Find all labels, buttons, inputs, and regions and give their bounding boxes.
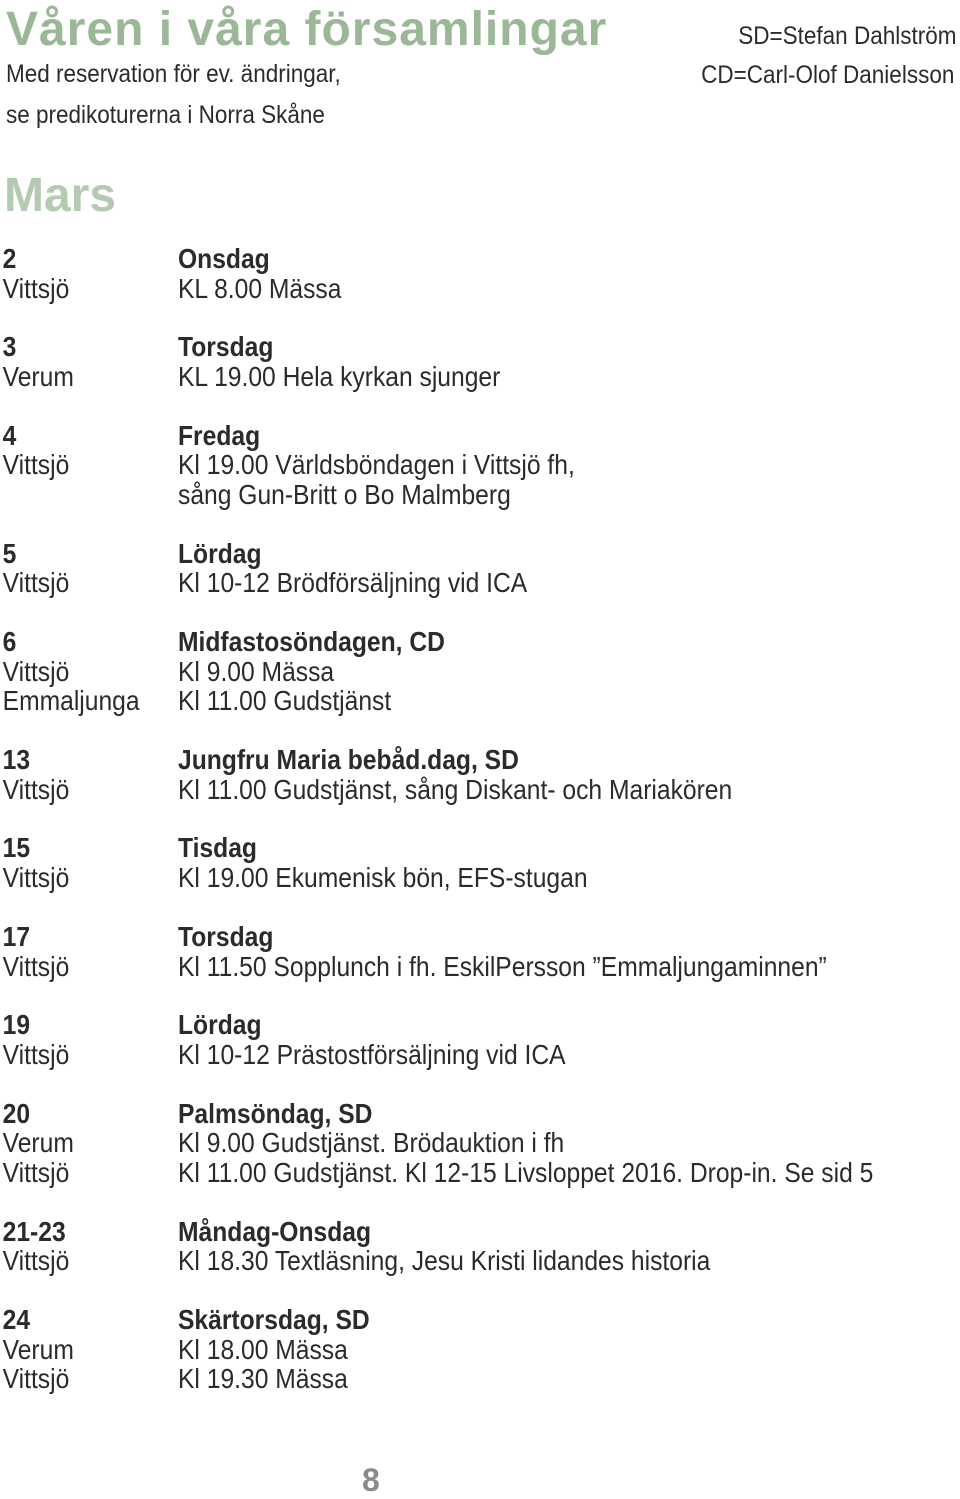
event-place: Verum [2,360,74,392]
event-item [0,244,960,303]
event-item [0,539,960,598]
event-date: 13 [2,744,31,776]
event-item [0,1217,960,1276]
event-place: Emmaljunga [2,685,140,717]
event-item [0,1010,960,1069]
event-item [0,1305,960,1394]
event-place: Vittsjö [2,567,70,599]
event-line [0,1365,960,1395]
event-line [0,1247,960,1277]
event-line [0,863,960,893]
event-place: Vittsjö [2,449,70,481]
event-detail: Kl 10-12 Brödförsäljning vid ICA [178,567,528,599]
event-day: Onsdag [178,242,270,274]
event-detail: Kl 19.00 Världsböndagen i Vittsjö fh, [178,449,575,481]
event-item [0,332,960,391]
event-detail: sång Gun-Britt o Bo Malmberg [178,478,511,510]
event-item [0,834,960,893]
event-date: 3 [2,331,17,363]
page-title: Våren i våra församlingar [6,3,608,56]
event-place: Vittsjö [2,950,70,982]
event-date: 17 [2,920,31,952]
event-detail: Kl 9.00 Mässa [178,655,335,687]
event-item [0,922,960,981]
event-line [0,450,960,480]
event-header [0,1305,960,1335]
legend-cd: CD=Carl-Olof Danielsson [700,61,954,89]
event-place: Verum [2,1333,74,1365]
event-place: Vittsjö [2,862,70,894]
event-day: Måndag-Onsdag [178,1215,372,1247]
event-header [0,922,960,952]
event-header [0,421,960,451]
event-item [0,627,960,716]
event-line [0,1335,960,1365]
event-place: Vittsjö [2,1245,70,1277]
event-day: Torsdag [178,331,274,363]
event-header [0,627,960,657]
event-detail: Kl 18.30 Textläsning, Jesu Kristi lidandes historia [178,1245,711,1277]
event-detail: Kl 9.00 Gudstjänst. Brödauktion i fh [178,1127,565,1159]
event-date: 6 [2,626,17,658]
event-detail: KL 8.00 Mässa [178,272,342,304]
event-date: 20 [2,1097,31,1129]
event-date: 4 [2,419,17,451]
event-detail: Kl 11.00 Gudstjänst, sång Diskant- och Mariakören [178,773,733,805]
event-header [0,1099,960,1129]
event-date: 21-23 [2,1215,66,1247]
event-item [0,1099,960,1188]
event-place: Vittsjö [2,655,70,687]
event-line [0,480,960,510]
event-day: Lördag [178,537,262,569]
event-detail: Kl 11.00 Gudstjänst [178,685,392,717]
event-day: Lördag [178,1009,262,1041]
event-place: Vittsjö [2,1038,70,1070]
event-detail: Kl 19.00 Ekumenisk bön, EFS-stugan [178,862,588,894]
event-place: Verum [2,1127,74,1159]
legend-sd: SD=Stefan Dahlström [737,22,956,50]
event-date: 24 [2,1304,31,1336]
subtitle-line-1: Med reservation för ev. ändringar, [6,60,341,88]
event-line [0,657,960,687]
event-header [0,1217,960,1247]
event-detail: Kl 11.50 Sopplunch i fh. EskilPersson ”Emmaljungaminnen” [178,950,827,982]
event-header [0,745,960,775]
event-line [0,362,960,392]
event-day: Torsdag [178,920,274,952]
subtitle-line-2: se predikoturerna i Norra Skåne [6,101,325,129]
event-header [0,539,960,569]
event-detail: Kl 18.00 Mässa [178,1333,348,1365]
event-day: Skärtorsdag, SD [178,1304,370,1336]
event-header [0,244,960,274]
event-day: Fredag [178,419,261,451]
event-place: Vittsjö [2,1363,70,1395]
event-item [0,421,960,510]
event-detail: Kl 19.30 Mässa [178,1363,348,1395]
event-date: 2 [2,242,17,274]
event-date: 5 [2,537,17,569]
event-line [0,775,960,805]
event-header [0,834,960,864]
event-line [0,1128,960,1158]
event-line [0,952,960,982]
event-item [0,745,960,804]
event-place: Vittsjö [2,272,70,304]
event-line [0,274,960,304]
page-number: 8 [362,1462,380,1498]
event-header [0,332,960,362]
event-line [0,569,960,599]
event-detail: Kl 11.00 Gudstjänst. Kl 12-15 Livsloppet 2016. Drop-in. Se sid 5 [178,1156,874,1188]
event-line [0,687,960,717]
event-date: 19 [2,1009,31,1041]
event-day: Tisdag [178,832,257,864]
event-place: Vittsjö [2,773,70,805]
event-detail: Kl 10-12 Prästostförsäljning vid ICA [178,1038,566,1070]
event-line [0,1040,960,1070]
event-day: Jungfru Maria bebåd.dag, SD [178,744,519,776]
event-day: Midfastosöndagen, CD [178,626,445,658]
event-list [0,244,960,1423]
event-line [0,1158,960,1188]
event-header [0,1010,960,1040]
event-date: 15 [2,832,31,864]
event-detail: KL 19.00 Hela kyrkan sjunger [178,360,501,392]
event-place: Vittsjö [2,1156,70,1188]
month-heading: Mars [4,169,117,222]
event-day: Palmsöndag, SD [178,1097,373,1129]
